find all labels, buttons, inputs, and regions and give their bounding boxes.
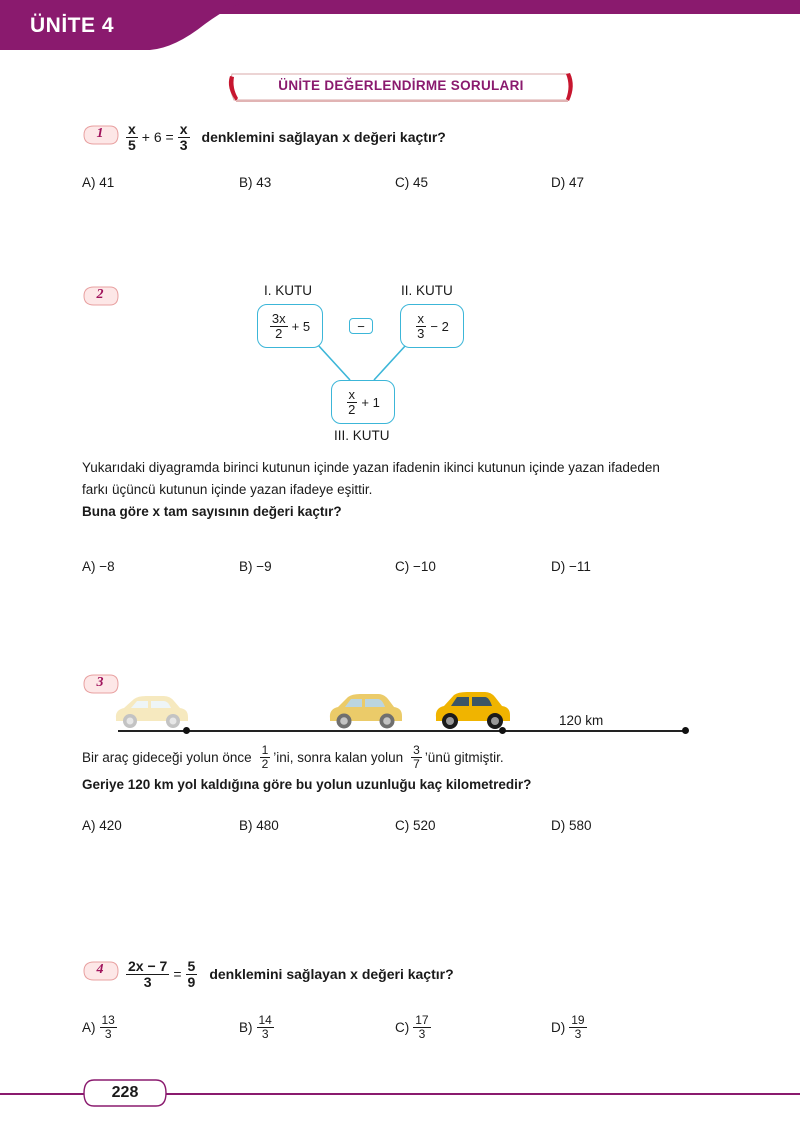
fraction-denominator: 2 (275, 325, 283, 341)
box3 (331, 380, 395, 424)
box3-tail: + 1 (361, 394, 380, 410)
q4-option-d[interactable] (551, 1014, 587, 1040)
q1-fraction-x-3 (178, 122, 190, 152)
car-faded-icon (112, 694, 190, 730)
question-number-2: 2 (96, 287, 104, 302)
box2-tail: − 2 (430, 318, 449, 334)
q2-question: Buna göre x tam sayısının değeri kaçtır? (82, 504, 342, 519)
unit-label: ÜNİTE 4 (30, 14, 115, 37)
q1-fraction-x-5 (126, 122, 138, 152)
road-mid-point (499, 727, 506, 734)
q3-option-d[interactable]: D) 580 (551, 818, 592, 833)
q1-option-b[interactable]: B) 43 (239, 175, 272, 190)
car-medium-icon (326, 692, 404, 730)
fraction-denominator: 9 (187, 973, 196, 990)
question-number-4: 4 (96, 962, 104, 977)
fraction-numerator: 3 (413, 743, 420, 757)
distance-label: 120 km (559, 713, 604, 728)
q3-sentence (82, 744, 504, 770)
q4-stem (126, 959, 454, 989)
fraction-denominator: 2 (261, 756, 269, 771)
option-fraction (413, 1014, 430, 1040)
fraction-denominator: 7 (413, 756, 420, 771)
q2-option-a[interactable]: A) −8 (82, 559, 115, 574)
q4-option-a[interactable] (82, 1014, 117, 1040)
minus-symbol: − (349, 318, 373, 334)
fraction-numerator: 3x (271, 310, 286, 326)
fraction-numerator: x (417, 310, 425, 326)
q3-option-b[interactable]: B) 480 (239, 818, 279, 833)
fraction-numerator: x (348, 386, 356, 402)
box2 (400, 304, 464, 348)
fraction-numerator: 17 (415, 1013, 429, 1027)
box1-fraction (270, 312, 288, 340)
option-letter: B) (239, 1019, 253, 1035)
box2-label: II. KUTU (401, 283, 453, 298)
q4-fraction-left (126, 959, 169, 989)
q1-option-d[interactable]: D) 47 (551, 175, 585, 190)
box3-fraction (346, 388, 357, 416)
option-fraction (569, 1014, 586, 1040)
q4-option-c[interactable] (395, 1014, 431, 1040)
q3-text-b: ’ini, sonra kalan yolun (273, 749, 404, 765)
fraction-denominator: 3 (417, 325, 425, 341)
box1-tail: + 5 (291, 318, 311, 334)
road-line (118, 730, 688, 732)
q2-paragraph-line-2: farkı üçüncü kutunun içinde yazan ifadeye eşittir. (82, 482, 373, 497)
q4-question-text: denklemini sağlayan x değeri kaçtır? (209, 966, 454, 983)
fraction-denominator: 3 (574, 1026, 582, 1041)
fraction-numerator: 13 (101, 1013, 115, 1027)
q3-text-a: Bir araç gideceği yolun önce (82, 749, 252, 765)
q3-question: Geriye 120 km yol kaldığına göre bu yolun uzunluğu kaç kilometredir? (82, 777, 532, 792)
box3-label: III. KUTU (334, 428, 390, 443)
fraction-numerator: 1 (261, 743, 269, 757)
fraction-denominator: 3 (261, 1026, 269, 1041)
option-fraction (257, 1014, 274, 1040)
question-number-3: 3 (96, 675, 104, 690)
fraction-numerator: 2x − 7 (128, 958, 168, 974)
fraction-denominator: 3 (418, 1026, 426, 1041)
option-letter: D) (551, 1019, 566, 1035)
fraction-numerator: 5 (187, 958, 196, 974)
q3-text-c: ’ünü gitmiştir. (424, 749, 504, 765)
fraction-numerator: 19 (571, 1013, 585, 1027)
fraction-denominator: 2 (348, 401, 356, 417)
q1-question-text: denklemini sağlayan x değeri kaçtır? (201, 129, 446, 146)
q4-operator: = (173, 966, 182, 983)
q2-paragraph-line-1: Yukarıdaki diyagramda birinci kutunun içinde yazan ifadenin ikinci kutunun içinde yazan ifadeden (82, 460, 660, 475)
box1-label: I. KUTU (264, 283, 313, 298)
car-icon (432, 690, 512, 730)
q1-option-c[interactable]: C) 45 (395, 175, 429, 190)
fraction-denominator: 3 (179, 136, 188, 153)
q1-option-a[interactable]: A) 41 (82, 175, 115, 190)
road-start-point (183, 727, 190, 734)
option-letter: C) (395, 1019, 410, 1035)
option-letter: A) (82, 1019, 96, 1035)
q4-fraction-right (186, 959, 198, 989)
q1-stem (126, 122, 446, 152)
fraction-numerator: 14 (258, 1013, 272, 1027)
option-fraction (100, 1014, 117, 1040)
q2-option-c[interactable]: C) −10 (395, 559, 436, 574)
fraction-numerator: x (128, 121, 136, 137)
q2-option-b[interactable]: B) −9 (239, 559, 272, 574)
q3-option-c[interactable]: C) 520 (395, 818, 436, 833)
q3-option-a[interactable]: A) 420 (82, 818, 122, 833)
q4-option-b[interactable] (239, 1014, 274, 1040)
fraction-numerator: x (179, 121, 188, 137)
page-number: 228 (111, 1084, 139, 1101)
section-title: ÜNİTE DEĞERLENDİRME SORULARI (278, 78, 524, 93)
q3-fraction-3-7 (411, 744, 422, 770)
q2-option-d[interactable]: D) −11 (551, 559, 591, 574)
road-end-point (682, 727, 689, 734)
box2-fraction (415, 312, 426, 340)
q1-operator: + 6 = (141, 129, 174, 146)
q3-fraction-1-2 (260, 744, 271, 770)
fraction-denominator: 5 (128, 136, 136, 153)
question-number-1: 1 (96, 126, 104, 141)
fraction-denominator: 3 (143, 973, 152, 990)
fraction-denominator: 3 (104, 1026, 112, 1041)
box1 (257, 304, 323, 348)
